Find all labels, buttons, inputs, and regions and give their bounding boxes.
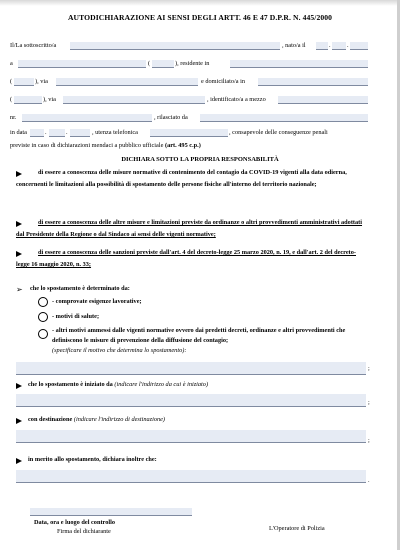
issued-by-field[interactable] [200, 114, 368, 122]
label-sottoscritto: Il/La sottoscritto/a [10, 42, 57, 49]
label-rilasciato: , rilasciato da [154, 114, 188, 121]
domicile-province-field[interactable] [14, 96, 42, 104]
radio-altri-motivi[interactable] [38, 329, 48, 339]
id-number-field[interactable] [22, 114, 152, 122]
motivo-field-1[interactable] [16, 362, 366, 375]
destination-address-field[interactable] [16, 430, 366, 443]
label-consapevole: , consapevole delle conseguenze penali [229, 129, 328, 136]
name-field[interactable] [70, 42, 280, 50]
data-luogo-label: Data, ora e luogo del controllo [34, 519, 116, 526]
radio-lavorative[interactable] [38, 297, 48, 307]
birth-place-field[interactable] [18, 60, 146, 68]
label-residente: ), residente in [175, 60, 210, 67]
id-document-field[interactable] [278, 96, 368, 104]
operatore-label: L'Operatore di Polizia [269, 525, 325, 532]
declaration-sanctions: di essere a conoscenza delle sanzioni previste dall'art. 4 del decreto-legge 25 marzo 2020, n. 19, e dall'art. 2 del decreto-legge 16 maggio 2020, n. 33; [16, 249, 356, 268]
label-nato-il: , nato/a il [282, 42, 306, 49]
iniziato-label: che lo spostamento è iniziato da (indicare l'indirizzo da cui è iniziato) [28, 381, 209, 388]
spostamento-question: che lo spostamento è determinato da: [30, 285, 130, 292]
destinazione-label: con destinazione (indicare l'indirizzo di destinazione) [28, 416, 166, 423]
issue-month-field[interactable] [49, 129, 65, 137]
label-identificato: , identificato/a a mezzo [207, 96, 266, 103]
label-previste: previste in caso di dichiarazioni mendaci a pubblico ufficiale (art. 495 c.p.) [10, 142, 201, 149]
domicile-street-field[interactable] [63, 96, 205, 104]
arrow-bullet-icon [16, 383, 22, 389]
label-a: a [10, 60, 13, 67]
radio-salute[interactable] [38, 312, 48, 322]
firma-label: Firma del dichiarante [57, 528, 111, 535]
label-via-domicilio: ), via [43, 96, 56, 103]
check-bullet-icon: ➢ [16, 285, 23, 294]
birth-month-field[interactable] [332, 42, 346, 50]
arrow-bullet-icon [16, 458, 22, 464]
page-top-shadow [0, 0, 400, 6]
issue-day-field[interactable] [30, 129, 44, 137]
declaration-heading: DICHIARA SOTTO LA PROPRIA RESPONSABILITÀ [121, 156, 279, 163]
phone-field[interactable] [150, 129, 228, 137]
declaration-other-measures: di essere a conoscenza delle altre misure e limitazioni previste da ordinanze o altri provvedimenti amministrativi adottati dal Presidente della Regione o dal Sindaco ai sensi delle vigenti normative; [16, 219, 363, 238]
issue-year-field[interactable] [70, 129, 90, 137]
label-domiciliato: e domiciliato/a in [201, 78, 246, 85]
domicile-city-field[interactable] [258, 78, 368, 86]
arrow-bullet-icon [16, 418, 22, 424]
option-altri-motivi: - altri motivi ammessi dalle vigenti normative ovvero dai predetti decreti, ordinanze e altri provvedimenti che definiscono le misure di prevenzione della diffusione del contagio; (specificare il motivo che determina lo spostamento): [52, 327, 346, 354]
merito-label: in merito allo spostamento, dichiara inoltre che: [28, 456, 157, 463]
residence-street-field[interactable] [56, 78, 198, 86]
additional-info-field[interactable] [16, 470, 366, 483]
birth-year-field[interactable] [350, 42, 368, 50]
document-title: AUTODICHIARAZIONE AI SENSI DEGLI ARTT. 46 E 47 D.P.R. N. 445/2000 [67, 13, 333, 22]
label-in-data: in data [10, 129, 27, 136]
declaration-covid-measures: di essere a conoscenza delle misure normative di contenimento del contagio da COVID-19 vigenti alla data odierna, concernenti le limitazioni alla possibilità di spostamento delle persone fisiche all'interno del territorio nazionale; [16, 169, 347, 188]
birth-day-field[interactable] [316, 42, 328, 50]
origin-address-field[interactable] [16, 394, 366, 407]
option-salute: - motivi di salute; [52, 313, 100, 320]
label-utenza: , utenza telefonica [92, 129, 138, 136]
label-nr: nr. [10, 114, 17, 121]
birth-province-field[interactable] [152, 60, 174, 68]
residence-province-field[interactable] [14, 78, 34, 86]
label-via-residenza: ), via [35, 78, 48, 85]
option-lavorative: - comprovate esigenze lavorative; [52, 298, 142, 305]
control-datetime-field[interactable] [30, 508, 192, 516]
residence-city-field[interactable] [230, 60, 368, 68]
